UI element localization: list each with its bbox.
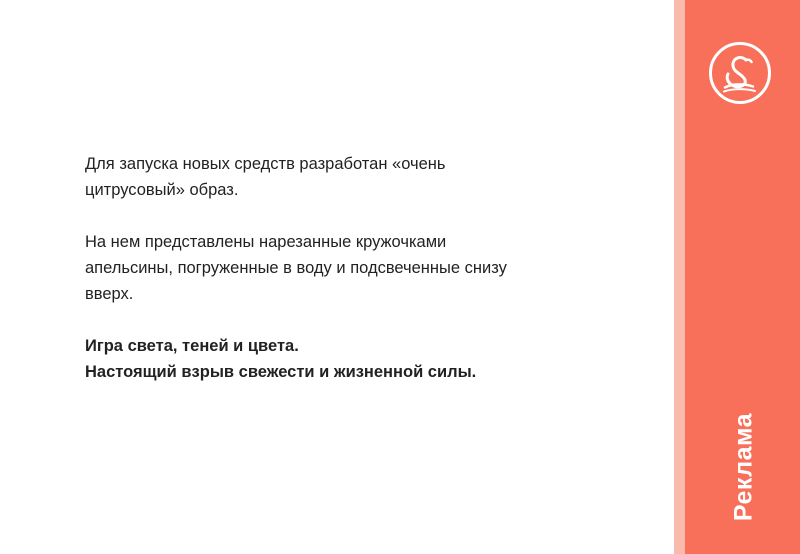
text-block [85, 151, 645, 411]
text-line: Настоящий взрыв свежести и жизненной силы. [85, 363, 477, 381]
text-line: На нем представлены нарезанные кружочками [85, 233, 447, 251]
text-line: Игра света, теней и цвета. [85, 337, 299, 355]
swan-logo-icon [708, 41, 772, 105]
sidebar-label: Реклама [729, 412, 758, 522]
text-line: цитрусовый» образ. [85, 181, 239, 199]
sidebar-accent-stripe [674, 0, 685, 554]
text-line: Для запуска новых средств разработан «очень [85, 155, 446, 173]
text-line: вверх. [85, 285, 134, 303]
description-paragraph [85, 229, 645, 307]
highlight-paragraph [85, 333, 645, 385]
intro-paragraph [85, 151, 645, 203]
text-line: апельсины, погруженные в воду и подсвеченные снизу [85, 259, 507, 277]
